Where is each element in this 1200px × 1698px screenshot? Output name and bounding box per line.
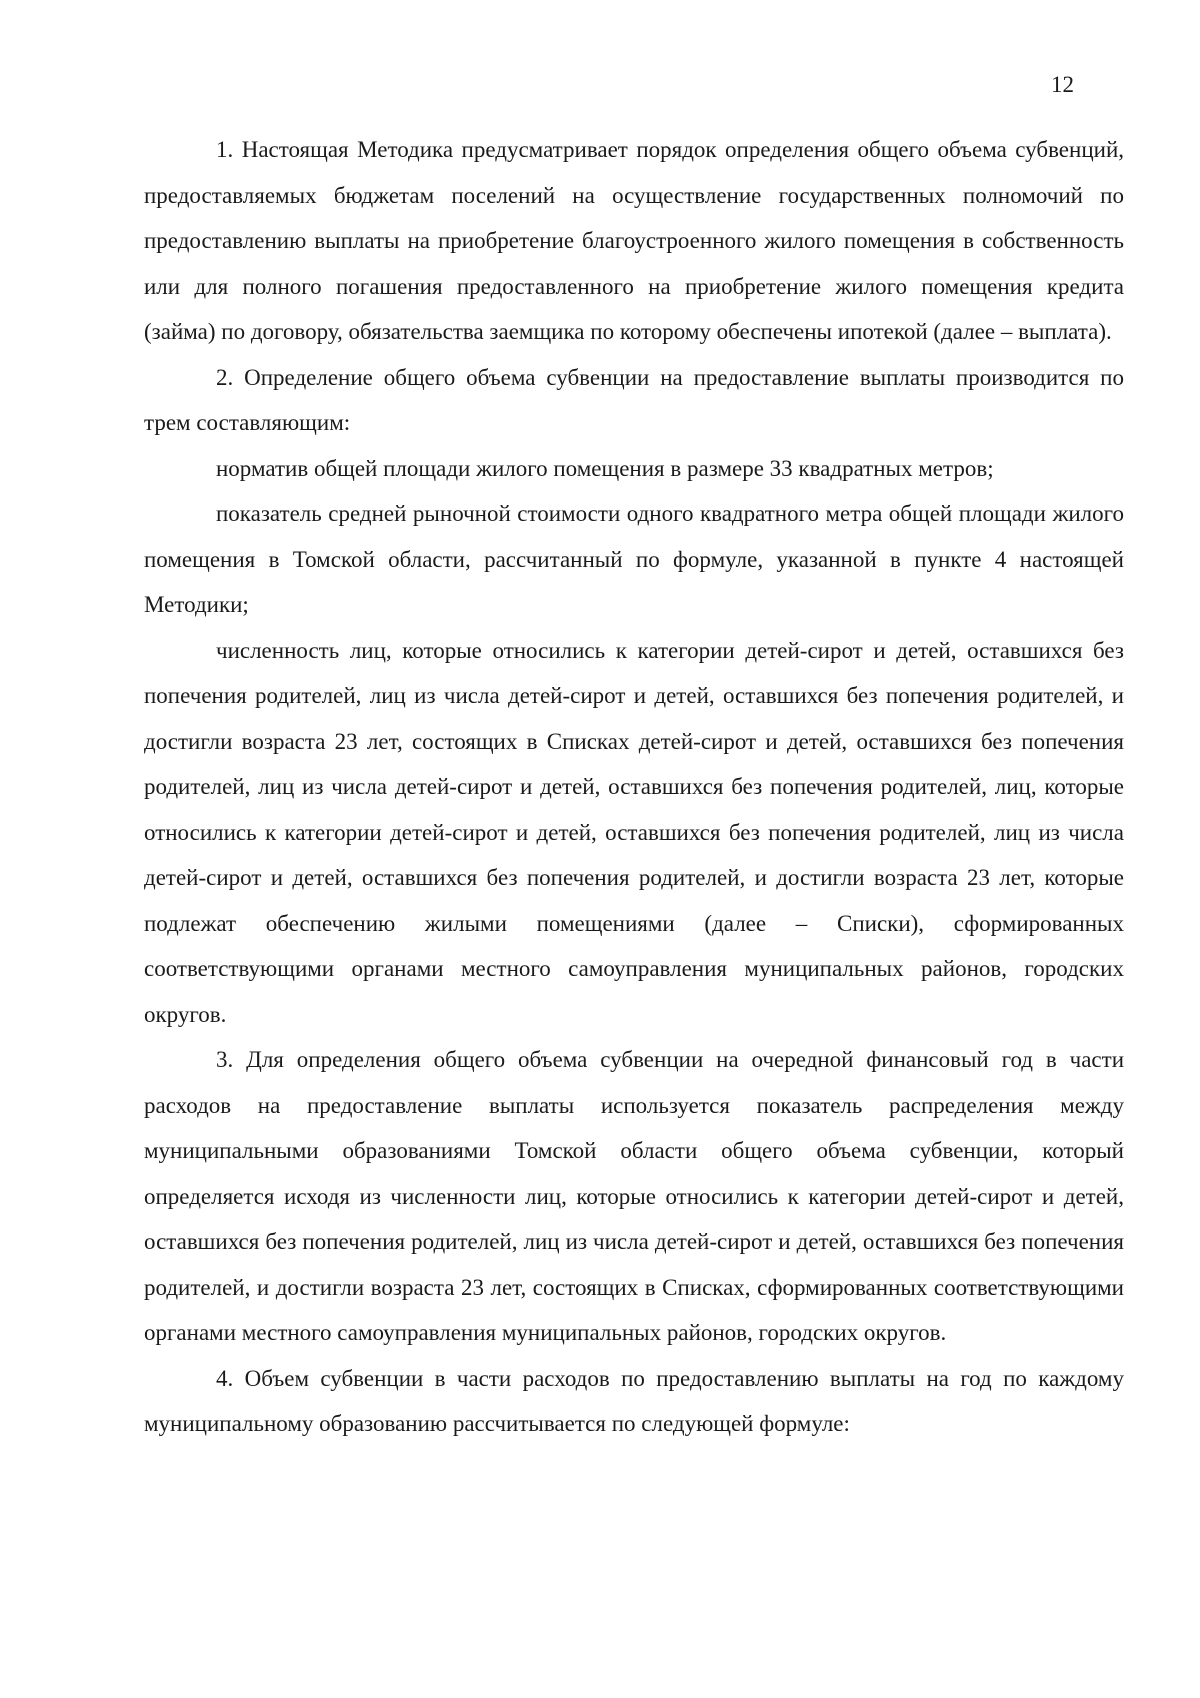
paragraph-1: 1. Настоящая Методика предусматривает порядок определения общего объема субвенций, предоставляемых бюджетам поселений на осуществление государственных полномочий по предоставлению выплаты на приобретение благоустроенного жилого помещения в собственность или для полного погашения предоставленного на приобретение жилого помещения кредита (займа) по договору, обязательства заемщика по которому обеспечены ипотекой (далее – выплата). <box>144 137 1124 344</box>
paragraph-2-item-area-norm: норматив общей площади жилого помещения в размере 33 квадратных метров; <box>216 455 994 481</box>
paragraph-2-item-headcount: численность лиц, которые относились к категории детей-сирот и детей, оставшихся без попечения родителей, лиц из числа детей-сирот и детей, оставшихся без попечения родителей, и достигли возраста 23 лет, состоящих в Списках детей-сирот и детей, оставшихся без попечения родителей, лиц из числа детей-сирот и детей, оставшихся без попечения родителей, лиц, которые относились к категории детей-сирот и детей, оставшихся без попечения родителей, лиц из числа детей-сирот и детей, оставшихся без попечения родителей, и достигли возраста 23 лет, которые подлежат обеспечению жилыми помещениями (далее – Списки), сформированных соответствующими органами местного самоуправления муниципальных районов, городских округов. <box>144 637 1124 1027</box>
document-body <box>144 127 1124 1447</box>
page-number: 12 <box>1051 72 1074 97</box>
paragraph-4: 4. Объем субвенции в части расходов по предоставлению выплаты на год по каждому муниципальному образованию рассчитывается по следующей формуле: <box>144 1365 1124 1436</box>
paragraph-3: 3. Для определения общего объема субвенции на очередной финансовый год в части расходов на предоставление выплаты используется показатель распределения между муниципальными образованиями Томской области общего объема субвенции, который определяется исходя из численности лиц, которые относились к категории детей-сирот и детей, оставшихся без попечения родителей, лиц из числа детей-сирот и детей, оставшихся без попечения родителей, и достигли возраста 23 лет, состоящих в Списках, сформированных соответствующими органами местного самоуправления муниципальных районов, городских округов. <box>144 1047 1124 1345</box>
paragraph-2: 2. Определение общего объема субвенции на предоставление выплаты производится по трем составляющим: <box>144 364 1124 435</box>
paragraph-2-item-market-price: показатель средней рыночной стоимости одного квадратного метра общей площади жилого помещения в Томской области, рассчитанный по формуле, указанной в пункте 4 настоящей Методики; <box>144 501 1124 617</box>
